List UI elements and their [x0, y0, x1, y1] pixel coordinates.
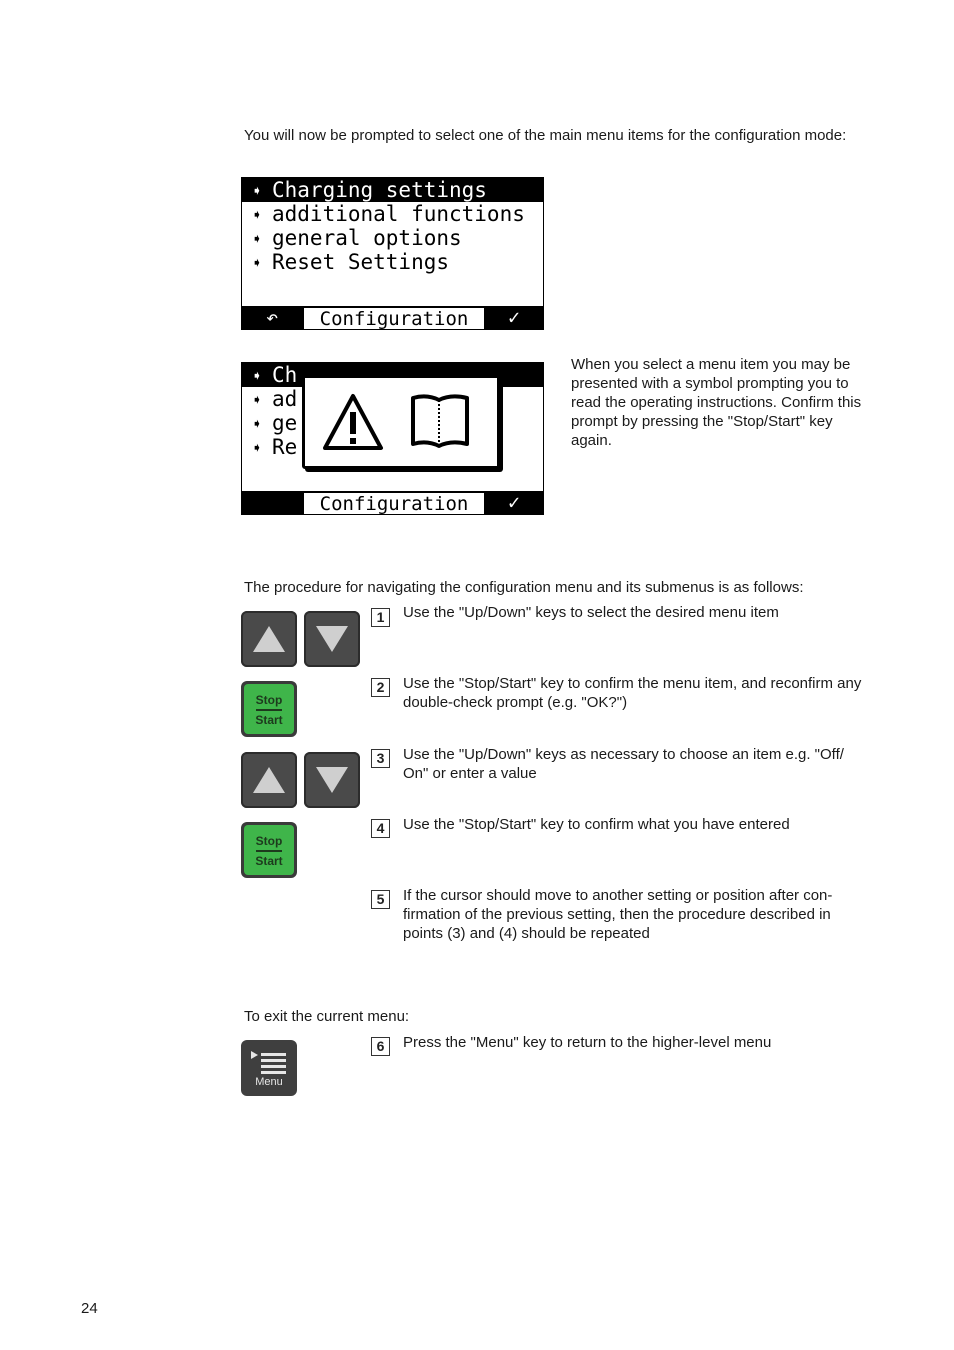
lcd-screen-main-menu — [241, 177, 544, 330]
side-note: When you select a menu item you may be presented with a symbol prompting you to read the operating instructions. Confirm this prompt by pressing the "Stop/Start" key again. — [571, 356, 862, 449]
footer-title: Configuration — [304, 308, 484, 329]
up-key[interactable] — [241, 611, 297, 667]
intro-text: You will now be prompted to select one of the main menu items for the configuration mode: — [244, 127, 847, 144]
warning-icon — [325, 396, 381, 448]
step-text: If the cursor should move to another setting or position after con-firmation of the previous setting, then the procedure described in points (3) and (4) should be repeated — [403, 887, 833, 942]
menu-item-charging-settings[interactable]: ➧ Charging settings — [242, 178, 543, 202]
step-number: 4 — [371, 819, 390, 838]
step-number: 2 — [371, 678, 390, 697]
stop-label: Stop — [255, 834, 283, 848]
divider — [256, 709, 282, 711]
arrow-right-icon: ➧ — [251, 391, 263, 411]
menu-item-partial: ➧ ge — [242, 411, 543, 435]
step-number: 6 — [371, 1037, 390, 1056]
stop-start-key-face — [244, 825, 294, 875]
lcd-footer — [242, 306, 543, 329]
checkmark-icon: ✓ — [507, 490, 521, 514]
step-number: 5 — [371, 890, 390, 909]
stop-start-key[interactable] — [241, 822, 297, 878]
book-icon — [413, 396, 467, 446]
checkmark-icon: ✓ — [507, 305, 521, 329]
menu-label: Menu — [255, 1076, 283, 1088]
read-instructions-popup — [302, 375, 500, 469]
arrow-right-icon: ➧ — [251, 182, 263, 202]
step-text: Press the "Menu" key to return to the higher-level menu — [403, 1034, 772, 1051]
divider — [256, 850, 282, 852]
menu-key[interactable] — [241, 1040, 297, 1096]
menu-item-partial: ➧ Re — [242, 435, 543, 459]
menu-item-partial: ➧ Ch — [242, 363, 543, 387]
arrow-right-icon: ➧ — [251, 415, 263, 435]
menu-item-reset-settings[interactable]: ➧ Reset Settings — [242, 250, 543, 274]
footer-title: Configuration — [304, 493, 484, 514]
lcd-footer — [242, 491, 543, 514]
menu-item-additional-functions[interactable]: ➧ additional functions — [242, 202, 543, 226]
stop-start-key-face — [244, 684, 294, 734]
arrow-right-icon: ➧ — [251, 206, 263, 226]
step-text: Use the "Stop/Start" key to confirm what you have entered — [403, 816, 790, 833]
step-text: Use the "Up/Down" keys as necessary to choose an item e.g. "Off/ On" or enter a value — [403, 746, 844, 782]
step-text: Use the "Up/Down" keys to select the desired menu item — [403, 604, 779, 621]
procedure-intro: The procedure for navigating the configuration menu and its submenus is as follows: — [244, 579, 804, 596]
exit-intro: To exit the current menu: — [244, 1008, 410, 1025]
arrow-right-icon: ➧ — [251, 367, 263, 387]
page-number: 24 — [81, 1300, 98, 1317]
arrow-right-icon: ➧ — [251, 230, 263, 250]
popup-graphic — [305, 378, 497, 466]
start-label: Start — [255, 854, 283, 868]
up-arrow-icon — [241, 611, 297, 667]
step-number: 3 — [371, 749, 390, 768]
start-label: Start — [255, 713, 283, 727]
down-arrow-icon — [304, 611, 360, 667]
down-key[interactable] — [304, 611, 360, 667]
step-text: Use the "Stop/Start" key to confirm the menu item, and reconfirm any double-check prompt (e.g. "OK?") — [403, 675, 862, 711]
stop-label: Stop — [255, 693, 283, 707]
menu-item-general-options[interactable]: ➧ general options — [242, 226, 543, 250]
back-arrow-icon: ↶ — [265, 305, 279, 329]
arrow-right-icon: ➧ — [251, 254, 263, 274]
up-key[interactable] — [241, 752, 297, 808]
up-arrow-icon — [241, 752, 297, 808]
arrow-right-icon: ➧ — [251, 439, 263, 459]
stop-start-key[interactable] — [241, 681, 297, 737]
down-key[interactable] — [304, 752, 360, 808]
down-arrow-icon — [304, 752, 360, 808]
menu-item-partial: ➧ ad — [242, 387, 543, 411]
step-number: 1 — [371, 608, 390, 627]
lcd-screen-warning — [241, 362, 544, 515]
